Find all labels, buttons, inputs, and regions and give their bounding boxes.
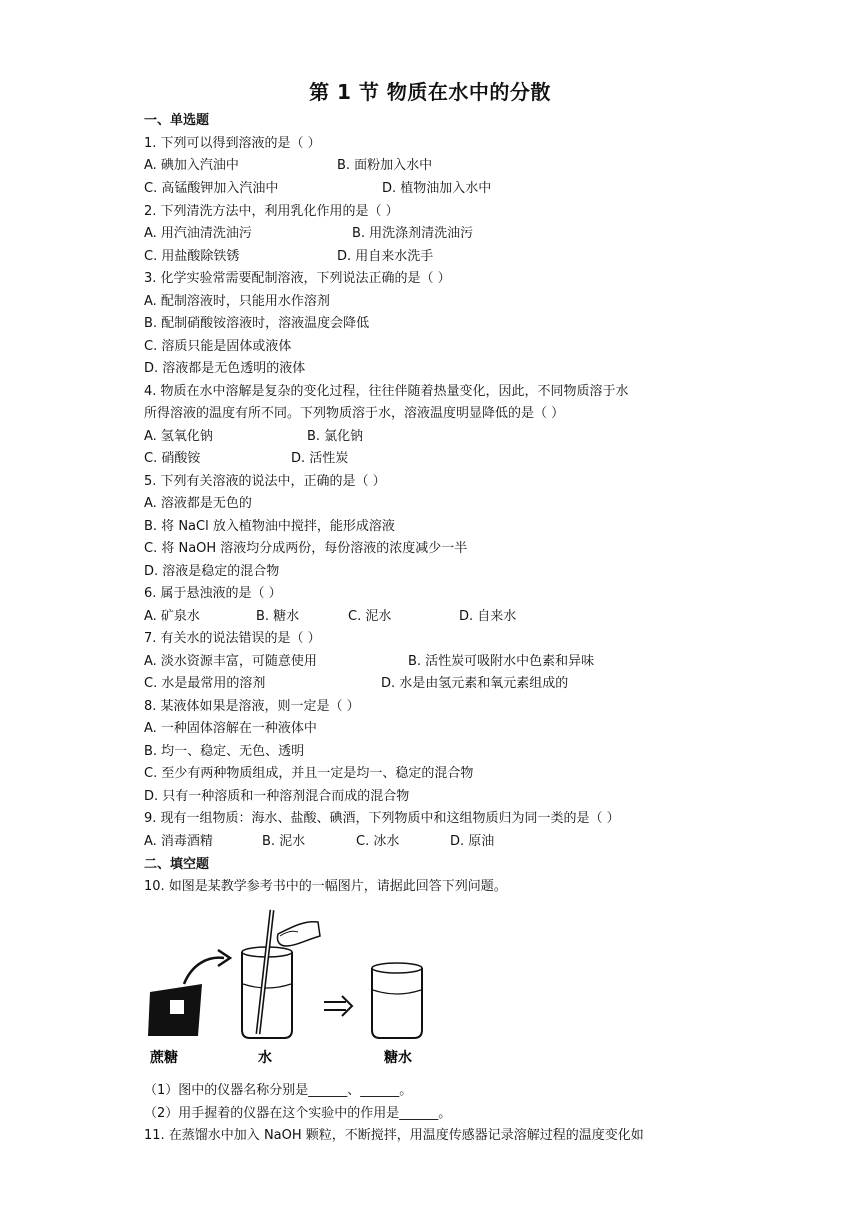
question-8-option-b: B. 均一、稳定、无色、透明 — [144, 744, 305, 759]
question-4-stem-line2: 所得溶液的温度有所不同。下列物质溶于水，溶液温度明显降低的是（ ） — [144, 406, 565, 421]
question-11-stem: 11. 在蒸馏水中加入 NaOH 颗粒，不断搅拌，用温度传感器记录溶解过程的温度变化如 — [144, 1128, 644, 1143]
figure-label-sugar: 蔗糖 — [150, 1050, 178, 1066]
question-3-option-b: B. 配制硝酸铵溶液时，溶液温度会降低 — [144, 316, 370, 331]
dissolving-sugar-figure — [146, 906, 476, 1070]
question-3-option-c: C. 溶质只能是固体或液体 — [144, 339, 292, 354]
question-10-sub-1: （1）图中的仪器名称分别是______、______。 — [144, 1083, 413, 1098]
question-7-option-a: A. 淡水资源丰富，可随意使用 — [144, 654, 317, 669]
question-3-option-d: D. 溶液都是无色透明的液体 — [144, 361, 306, 376]
question-6-option-a: A. 矿泉水 — [144, 609, 200, 624]
question-9-option-b: B. 泥水 — [262, 834, 306, 849]
question-10-stem: 10. 如图是某教学参考书中的一幅图片，请据此回答下列问题。 — [144, 879, 507, 894]
question-5-option-c: C. 将 NaOH 溶液均分成两份，每份溶液的浓度减少一半 — [144, 541, 468, 556]
question-7-option-d: D. 水是由氢元素和氧元素组成的 — [381, 676, 569, 691]
question-5-stem: 5. 下列有关溶液的说法中，正确的是（ ） — [144, 474, 386, 489]
section-heading-single-choice: 一、单选题 — [144, 113, 210, 128]
question-8-option-d: D. 只有一种溶质和一种溶剂混合而成的混合物 — [144, 789, 410, 804]
question-6-option-d: D. 自来水 — [459, 609, 517, 624]
question-4-option-d: D. 活性炭 — [291, 451, 349, 466]
question-7-stem: 7. 有关水的说法错误的是（ ） — [144, 631, 321, 646]
question-4-option-b: B. 氯化钠 — [307, 429, 364, 444]
question-7-option-b: B. 活性炭可吸附水中色素和异味 — [408, 654, 595, 669]
right-arrow-icon — [342, 996, 352, 1016]
question-5-option-a: A. 溶液都是无色的 — [144, 496, 252, 511]
question-7-option-c: C. 水是最常用的溶剂 — [144, 676, 266, 691]
curved-arrow-icon — [184, 958, 224, 984]
page-title: 第 1 节 物质在水中的分散 — [309, 80, 551, 104]
beaker-right-rim — [372, 963, 422, 973]
question-9-option-a: A. 消毒酒精 — [144, 834, 213, 849]
question-8-option-a: A. 一种固体溶解在一种液体中 — [144, 721, 317, 736]
sugar-lump-highlight — [170, 1000, 184, 1014]
question-4-option-a: A. 氢氧化钠 — [144, 429, 213, 444]
question-4-option-c: C. 硝酸铵 — [144, 451, 201, 466]
question-3-stem: 3. 化学实验常需要配制溶液，下列说法正确的是（ ） — [144, 271, 451, 286]
question-9-option-d: D. 原油 — [450, 834, 495, 849]
question-6-stem: 6. 属于悬浊液的是（ ） — [144, 586, 282, 601]
right-arrow-shaft — [324, 1002, 346, 1010]
question-10-sub-2: （2）用手握着的仪器在这个实验中的作用是______。 — [144, 1106, 452, 1121]
beaker-left-water-surface — [243, 984, 291, 988]
question-1-option-a: A. 碘加入汽油中 — [144, 158, 239, 173]
question-2-option-d: D. 用自来水洗手 — [337, 249, 434, 264]
question-9-stem: 9. 现有一组物质：海水、盐酸、碘酒，下列物质中和这组物质归为同一类的是（ ） — [144, 811, 620, 826]
question-5-option-d: D. 溶液是稳定的混合物 — [144, 564, 280, 579]
question-6-option-c: C. 泥水 — [348, 609, 392, 624]
beaker-right-water-surface — [373, 990, 421, 994]
question-1-option-c: C. 高锰酸钾加入汽油中 — [144, 181, 279, 196]
section-heading-fill-blank: 二、填空题 — [144, 857, 210, 872]
question-4-stem-line1: 4. 物质在水中溶解是复杂的变化过程，往往伴随着热量变化，因此，不同物质溶于水 — [144, 384, 629, 399]
question-2-option-c: C. 用盐酸除铁锈 — [144, 249, 240, 264]
question-1-option-b: B. 面粉加入水中 — [337, 158, 433, 173]
question-5-option-b: B. 将 NaCl 放入植物油中搅拌，能形成溶液 — [144, 519, 395, 534]
beaker-right-outline — [372, 968, 422, 1038]
question-8-option-c: C. 至少有两种物质组成，并且一定是均一、稳定的混合物 — [144, 766, 474, 781]
question-1-option-d: D. 植物油加入水中 — [382, 181, 492, 196]
glass-rod-highlight — [258, 910, 272, 1034]
question-6-option-b: B. 糖水 — [256, 609, 300, 624]
question-2-option-a: A. 用汽油清洗油污 — [144, 226, 252, 241]
question-9-option-c: C. 冰水 — [356, 834, 400, 849]
figure-label-sugar-water: 糖水 — [384, 1050, 412, 1066]
question-2-stem: 2. 下列清洗方法中，利用乳化作用的是（ ） — [144, 204, 399, 219]
question-8-stem: 8. 某液体如果是溶液，则一定是（ ） — [144, 699, 360, 714]
question-3-option-a: A. 配制溶液时，只能用水作溶剂 — [144, 294, 330, 309]
question-2-option-b: B. 用洗涤剂清洗油污 — [352, 226, 474, 241]
question-1-stem: 1. 下列可以得到溶液的是（ ） — [144, 136, 321, 151]
figure-label-water: 水 — [258, 1050, 272, 1066]
